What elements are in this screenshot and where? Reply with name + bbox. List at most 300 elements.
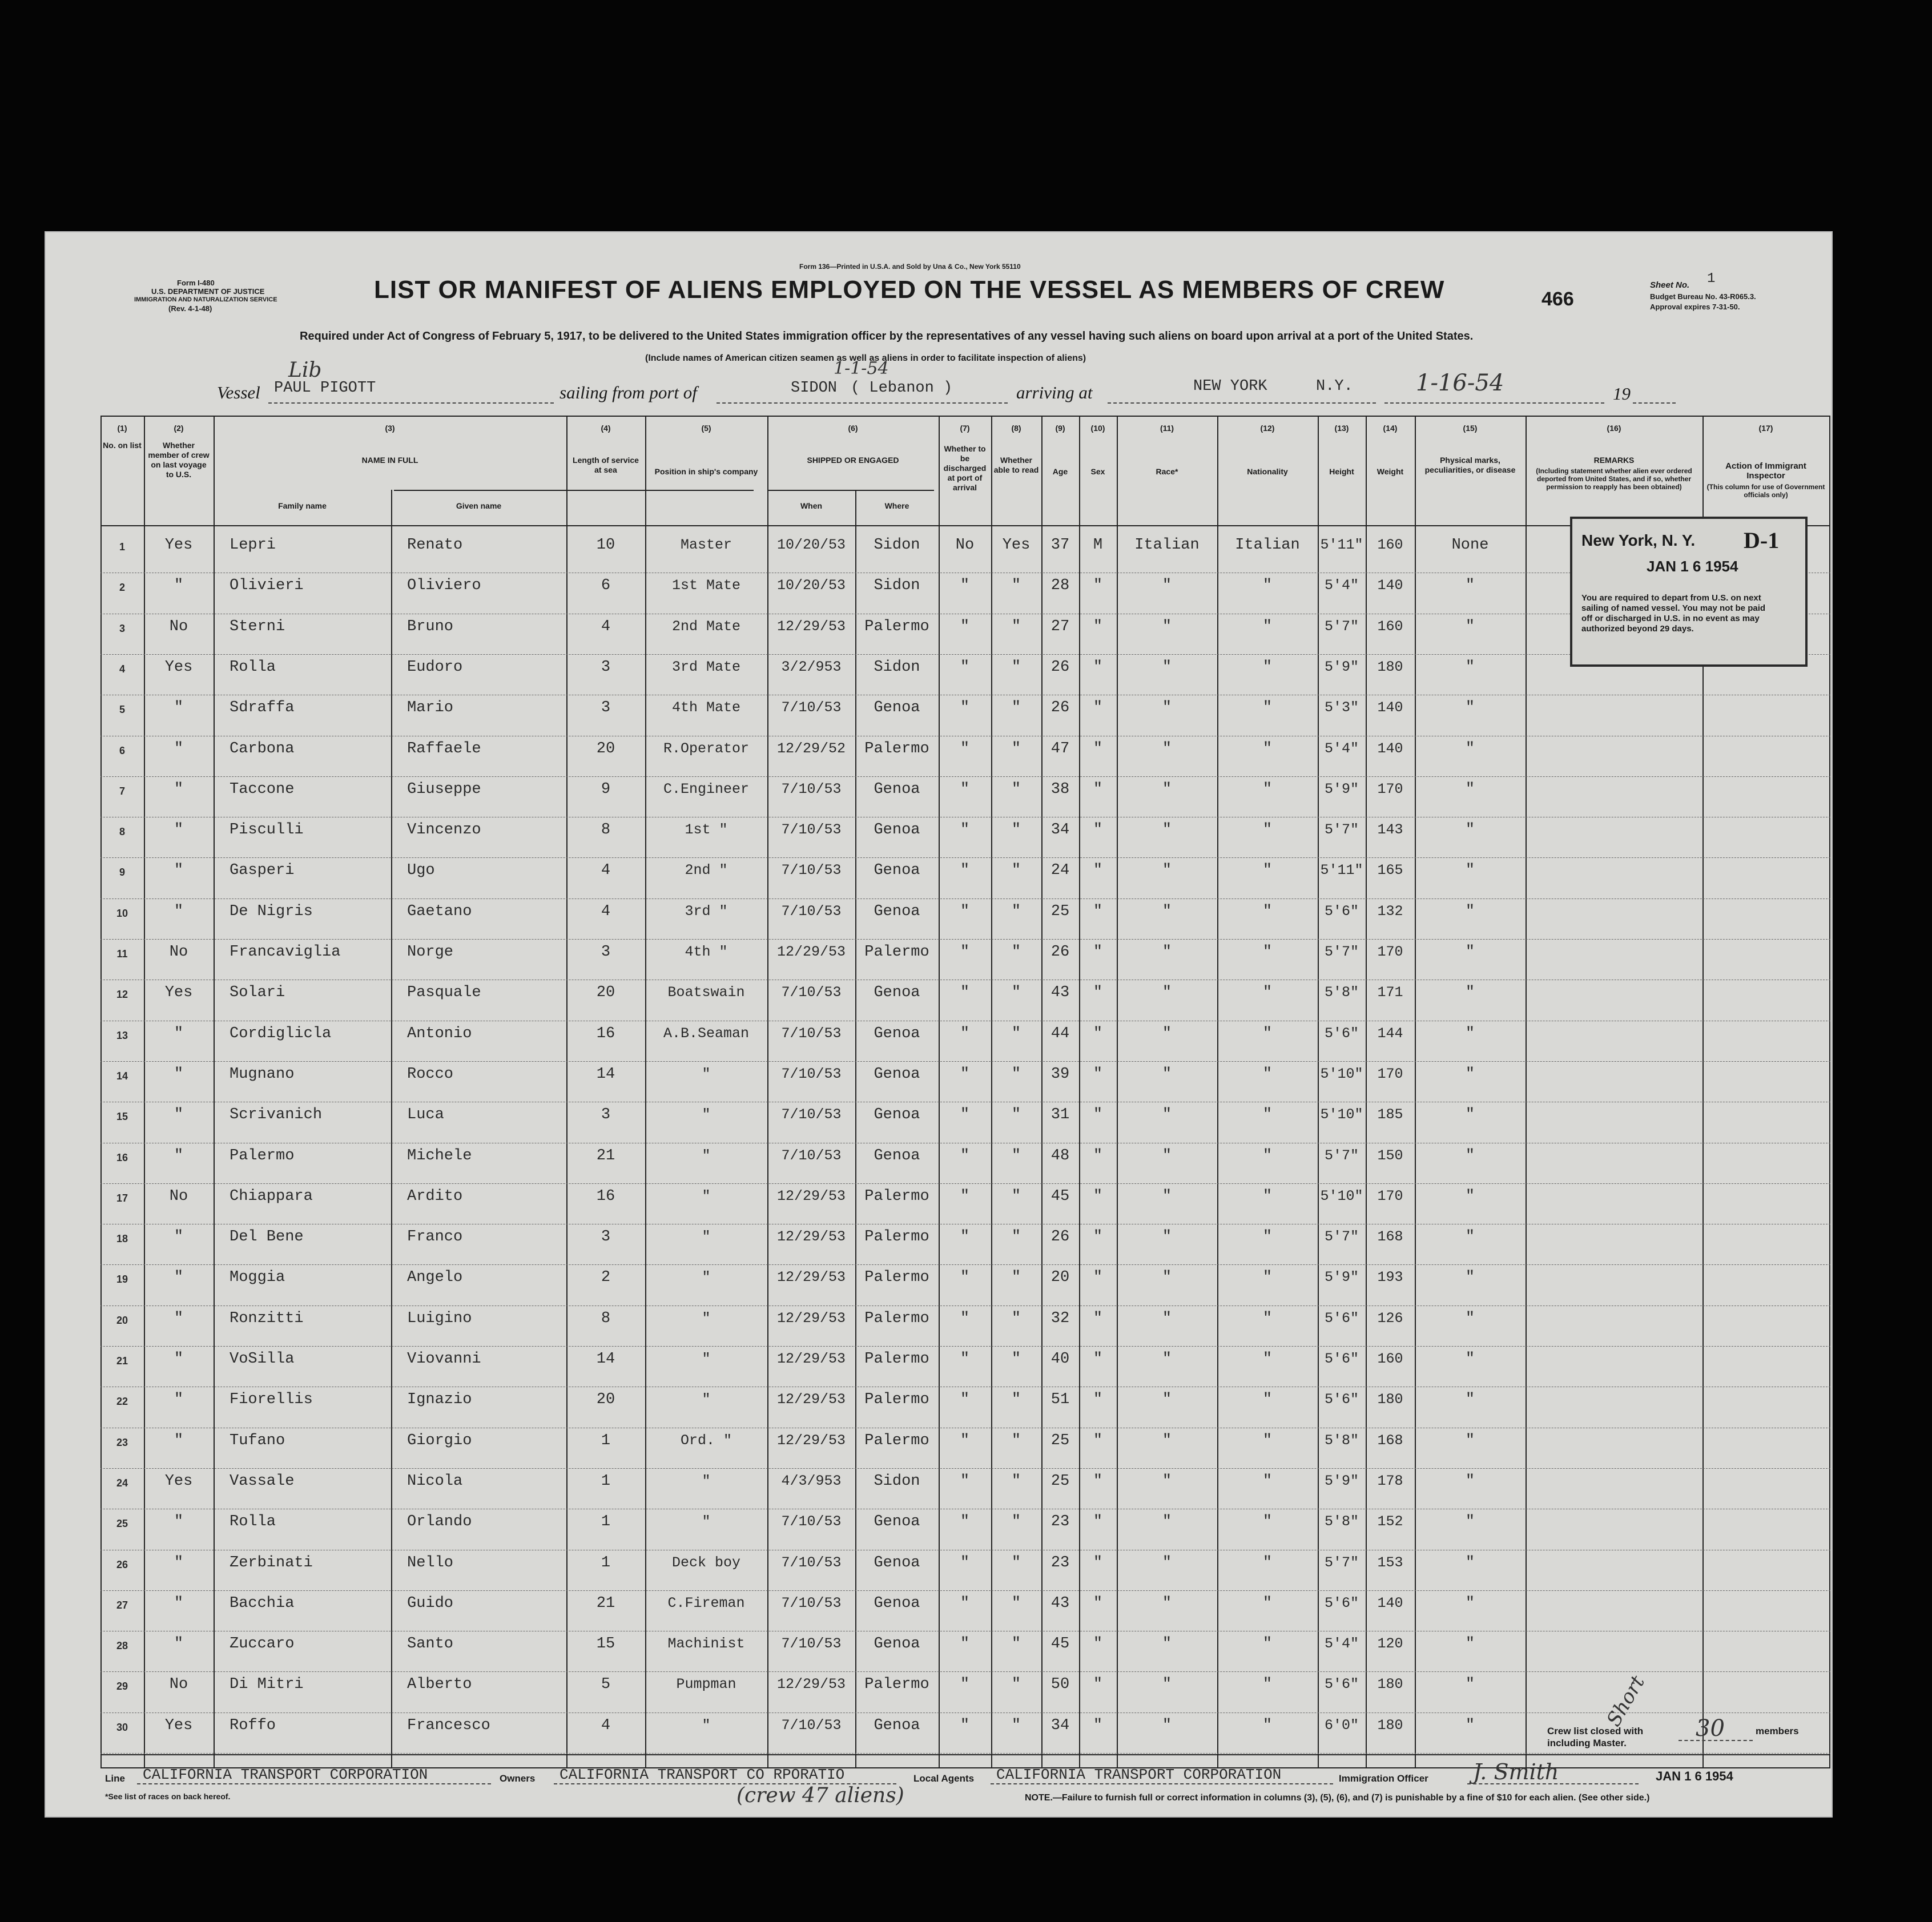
cell-age: 37 — [1050, 537, 1070, 554]
cell-marks: " — [1465, 1554, 1475, 1572]
cell-no: 13 — [116, 1029, 128, 1041]
col-17-title: Action of Immigrant Inspector — [1725, 461, 1806, 481]
cell-weight: 165 — [1377, 862, 1403, 879]
cell-member: " — [174, 1309, 184, 1327]
cell-discharged: " — [960, 577, 970, 595]
cell-race: " — [1162, 1351, 1172, 1368]
cell-nationality: " — [1262, 1351, 1273, 1368]
form-number: Form I-480 — [177, 279, 215, 287]
cell-position: " — [702, 1351, 711, 1367]
cell-height: 5'6" — [1324, 902, 1359, 920]
cell-where: Genoa — [874, 1594, 920, 1612]
cell-race: " — [1162, 1635, 1172, 1653]
cell-when: 3/2/953 — [781, 658, 842, 675]
cell-age: 26 — [1050, 944, 1070, 961]
cell-discharged: " — [960, 1309, 970, 1327]
cell-where: Palermo — [864, 1391, 929, 1409]
cell-service: 20 — [596, 1391, 615, 1409]
cell-race: " — [1162, 821, 1172, 839]
cell-position: Pumpman — [676, 1676, 736, 1693]
footer-hand-note: (crew 47 aliens) — [736, 1784, 904, 1807]
cell-nationality: " — [1262, 1594, 1273, 1612]
cell-member: " — [174, 1025, 184, 1042]
cell-family: Moggia — [230, 1269, 285, 1287]
cell-weight: 120 — [1377, 1635, 1403, 1653]
cell-race: " — [1162, 618, 1172, 635]
port-country: ( Lebanon ) — [851, 380, 953, 397]
cell-height: 5'6" — [1324, 1351, 1359, 1367]
cell-height: 5'6" — [1324, 1391, 1359, 1408]
cell-no: 19 — [116, 1274, 128, 1286]
col-4-number: (4) — [601, 424, 611, 433]
cell-where: Sidon — [874, 537, 920, 554]
cell-discharged: " — [960, 984, 970, 1002]
col-1-title: No. on list — [103, 441, 142, 450]
cell-given: Francesco — [407, 1716, 490, 1734]
cell-where: Genoa — [874, 984, 920, 1002]
cell-given: Orlando — [407, 1513, 472, 1531]
cell-where: Genoa — [874, 862, 920, 880]
cell-height: 5'7" — [1324, 1554, 1359, 1571]
cell-read: " — [1011, 658, 1021, 676]
cell-sex: " — [1093, 1635, 1103, 1653]
cell-where: Genoa — [874, 1025, 920, 1042]
cell-sex: " — [1093, 862, 1103, 880]
cell-given: Michele — [407, 1147, 472, 1165]
cell-read: " — [1011, 1676, 1021, 1694]
cell-where: Palermo — [864, 1676, 929, 1694]
cell-weight: 168 — [1377, 1432, 1403, 1449]
cell-where: Palermo — [864, 1351, 929, 1368]
cell-service: 20 — [596, 984, 615, 1002]
cell-read: " — [1011, 1065, 1021, 1083]
cell-marks: " — [1465, 1676, 1475, 1694]
cell-no: 4 — [119, 663, 125, 675]
cell-no: 20 — [116, 1314, 128, 1326]
cell-family: Ronzitti — [230, 1309, 304, 1327]
cell-read: " — [1011, 780, 1021, 798]
cell-sex: " — [1093, 618, 1103, 635]
cell-marks: " — [1465, 699, 1475, 717]
cell-given: Ignazio — [407, 1391, 472, 1409]
budget-number: Budget Bureau No. 43-R065.3. — [1650, 292, 1756, 301]
cell-height: 5'7" — [1324, 944, 1359, 960]
cell-marks: " — [1465, 902, 1475, 920]
cell-where: Sidon — [874, 1472, 920, 1490]
cell-service: 4 — [601, 1716, 611, 1734]
cell-age: 45 — [1050, 1635, 1070, 1653]
cell-when: 12/29/53 — [776, 1432, 846, 1449]
col-6-where: Where — [884, 501, 909, 510]
cell-member: Yes — [164, 537, 193, 554]
cell-given: Giuseppe — [407, 780, 481, 798]
cell-given: Nicola — [407, 1472, 463, 1490]
cell-age: 48 — [1050, 1147, 1070, 1165]
cell-when: 7/10/53 — [781, 1065, 842, 1082]
col-1-number: (1) — [117, 424, 127, 433]
cell-given: Viovanni — [407, 1351, 481, 1368]
col-17-subtitle: (This column for use of Government officials only) — [1706, 483, 1825, 499]
cell-no: 29 — [116, 1681, 128, 1693]
col-2-title: Whether member of crew on last voyage to U.S. — [148, 441, 210, 479]
cell-no: 27 — [116, 1599, 128, 1611]
col-4-title: Length of service at sea — [573, 456, 639, 474]
cell-when: 7/10/53 — [781, 902, 842, 920]
cell-given: Nello — [407, 1554, 454, 1572]
cell-nationality: " — [1262, 1716, 1273, 1734]
cell-height: 5'4" — [1324, 1635, 1359, 1653]
vessel-hand-note: Lib — [288, 358, 322, 382]
cell-marks: " — [1465, 1309, 1475, 1327]
cell-no: 24 — [116, 1477, 128, 1489]
col-5-number: (5) — [701, 424, 711, 433]
cell-age: 32 — [1050, 1309, 1070, 1327]
cell-position: 2nd " — [685, 862, 728, 879]
cell-service: 3 — [601, 1228, 611, 1246]
cell-marks: " — [1465, 1187, 1475, 1205]
cell-given: Mario — [407, 699, 454, 717]
cell-no: 26 — [116, 1558, 128, 1570]
cell-member: No — [169, 944, 188, 961]
cell-discharged: " — [960, 1716, 970, 1734]
year-label: 19 — [1613, 384, 1631, 404]
cell-service: 9 — [601, 780, 611, 798]
cell-sex: " — [1093, 1472, 1103, 1490]
cell-read: " — [1011, 944, 1021, 961]
cell-age: 20 — [1050, 1269, 1070, 1287]
cell-discharged: " — [960, 1635, 970, 1653]
cell-when: 7/10/53 — [781, 1106, 842, 1123]
cell-marks: " — [1465, 1065, 1475, 1083]
cell-weight: 126 — [1377, 1309, 1403, 1327]
col-6-number: (6) — [848, 424, 858, 433]
col-16-number: (16) — [1607, 424, 1621, 433]
cell-race: " — [1162, 944, 1172, 961]
cell-age: 51 — [1050, 1391, 1070, 1409]
col-9-title: Age — [1052, 467, 1068, 476]
cell-marks: " — [1465, 821, 1475, 839]
cell-weight: 160 — [1377, 1351, 1403, 1367]
cell-marks: " — [1465, 1635, 1475, 1653]
cell-where: Genoa — [874, 1147, 920, 1165]
cell-weight: 170 — [1377, 1065, 1403, 1082]
cell-when: 7/10/53 — [781, 1716, 842, 1734]
cell-sex: " — [1093, 1716, 1103, 1734]
page-number: 466 — [1541, 288, 1574, 310]
cell-marks: " — [1465, 1228, 1475, 1246]
cell-no: 16 — [116, 1151, 128, 1163]
cell-discharged: " — [960, 1432, 970, 1449]
sailing-label: sailing from port of — [560, 382, 697, 402]
cell-age: 26 — [1050, 699, 1070, 717]
cell-read: " — [1011, 577, 1021, 595]
cell-where: Genoa — [874, 780, 920, 798]
cell-nationality: " — [1262, 780, 1273, 798]
cell-read: " — [1011, 1635, 1021, 1653]
col-5-title: Position in ship's company — [654, 467, 758, 476]
cell-given: Vincenzo — [407, 821, 481, 839]
cell-weight: 132 — [1377, 902, 1403, 920]
cell-height: 5'7" — [1324, 821, 1359, 839]
cell-age: 25 — [1050, 1472, 1070, 1490]
cell-where: Palermo — [864, 1309, 929, 1327]
cell-marks: " — [1465, 944, 1475, 961]
cell-position: C.Fireman — [667, 1594, 745, 1611]
cell-marks: " — [1465, 1351, 1475, 1368]
cell-discharged: " — [960, 1676, 970, 1694]
cell-where: Genoa — [874, 1554, 920, 1572]
cell-weight: 160 — [1377, 618, 1403, 635]
cell-no: 11 — [116, 948, 128, 960]
cell-nationality: " — [1262, 1269, 1273, 1287]
cell-member: " — [174, 780, 184, 798]
cell-where: Genoa — [874, 1513, 920, 1531]
cell-race: " — [1162, 740, 1172, 757]
including-master: including Master. — [1547, 1738, 1627, 1748]
cell-family: Francaviglia — [230, 944, 341, 961]
cell-service: 1 — [601, 1472, 611, 1490]
col-9-number: (9) — [1055, 424, 1065, 433]
cell-no: 14 — [116, 1070, 128, 1082]
cell-member: " — [174, 902, 184, 920]
arriving-label: arriving at — [1016, 382, 1093, 402]
cell-height: 5'6" — [1324, 1594, 1359, 1611]
cell-no: 2 — [119, 582, 125, 594]
cell-sex: " — [1093, 1228, 1103, 1246]
officer-label: Immigration Officer — [1339, 1773, 1428, 1784]
cell-height: 5'7" — [1324, 1147, 1359, 1164]
cell-member: " — [174, 1594, 184, 1612]
cell-given: Luca — [407, 1106, 444, 1124]
cell-read: " — [1011, 740, 1021, 757]
races-note: *See list of races on back hereof. — [105, 1792, 231, 1801]
cell-member: Yes — [164, 1472, 193, 1490]
col-15-title: Physical marks, peculiarities, or disease — [1424, 456, 1516, 474]
cell-where: Palermo — [864, 618, 929, 635]
cell-nationality: " — [1262, 862, 1273, 880]
cell-no: 25 — [116, 1518, 128, 1530]
cell-read: " — [1011, 1106, 1021, 1124]
col-2-number: (2) — [174, 424, 184, 433]
cell-age: 39 — [1050, 1065, 1070, 1083]
revision: (Rev. 4-1-48) — [168, 304, 212, 313]
cell-member: No — [169, 1676, 188, 1694]
cell-where: Genoa — [874, 902, 920, 920]
cell-weight: 168 — [1377, 1228, 1403, 1246]
cell-age: 28 — [1050, 577, 1070, 595]
cell-read: " — [1011, 1716, 1021, 1734]
cell-position: " — [702, 1147, 711, 1164]
cell-race: " — [1162, 1676, 1172, 1694]
cell-discharged: " — [960, 1228, 970, 1246]
cell-member: No — [169, 1187, 188, 1205]
cell-service: 15 — [596, 1635, 615, 1653]
cell-position: 3rd Mate — [671, 658, 741, 675]
cell-when: 12/29/53 — [776, 1391, 846, 1408]
cell-height: 5'7" — [1324, 618, 1359, 635]
cell-nationality: " — [1262, 1513, 1273, 1531]
cell-when: 7/10/53 — [781, 1554, 842, 1571]
cell-weight: 160 — [1377, 537, 1403, 553]
cell-marks: " — [1465, 984, 1475, 1002]
cell-family: Chiappara — [230, 1187, 313, 1205]
cell-family: Sterni — [230, 618, 285, 635]
cell-position: " — [702, 1269, 711, 1286]
cell-discharged: " — [960, 658, 970, 676]
cell-where: Sidon — [874, 577, 920, 595]
cell-race: Italian — [1134, 537, 1200, 554]
cell-sex: " — [1093, 1065, 1103, 1083]
cell-race: " — [1162, 1432, 1172, 1449]
cell-age: 43 — [1050, 984, 1070, 1002]
cell-service: 2 — [601, 1269, 611, 1287]
cell-family: Olivieri — [230, 577, 304, 595]
cell-weight: 140 — [1377, 699, 1403, 716]
cell-height: 5'11" — [1320, 537, 1363, 553]
cell-height: 5'4" — [1324, 577, 1359, 594]
approval-expiry: Approval expires 7-31-50. — [1650, 303, 1740, 311]
cell-sex: " — [1093, 1147, 1103, 1165]
cell-service: 8 — [601, 821, 611, 839]
cell-race: " — [1162, 1147, 1172, 1165]
cell-marks: " — [1465, 1513, 1475, 1531]
cell-position: 2nd Mate — [671, 618, 741, 635]
cell-nationality: " — [1262, 740, 1273, 757]
cell-height: 5'9" — [1324, 780, 1359, 797]
cell-family: Del Bene — [230, 1228, 304, 1246]
cell-given: Ardito — [407, 1187, 463, 1205]
printer-line: Form 136—Printed in U.S.A. and Sold by Una & Co., New York 55110 — [799, 263, 1021, 271]
cell-read: " — [1011, 1472, 1021, 1490]
col-15-number: (15) — [1463, 424, 1478, 433]
cell-marks: " — [1465, 1472, 1475, 1490]
cell-when: 10/20/53 — [776, 537, 846, 553]
agents-value: CALIFORNIA TRANSPORT CORPORATION — [996, 1766, 1282, 1783]
col-8-title: Whether able to read — [993, 456, 1039, 474]
cell-where: Palermo — [864, 944, 929, 961]
cell-when: 7/10/53 — [781, 1147, 842, 1164]
cell-position: " — [702, 1513, 711, 1530]
include-note: (Include names of American citizen seamen as well as aliens in order to facilitate inspection of aliens) — [645, 353, 1086, 363]
cell-position: Deck boy — [671, 1554, 741, 1571]
cell-read: " — [1011, 1513, 1021, 1531]
cell-height: 5'7" — [1324, 1228, 1359, 1246]
cell-nationality: " — [1262, 1472, 1273, 1490]
cell-member: " — [174, 862, 184, 880]
cell-race: " — [1162, 1472, 1172, 1490]
cell-family: Zerbinati — [230, 1554, 313, 1572]
cell-member: " — [174, 699, 184, 717]
cell-when: 7/10/53 — [781, 821, 842, 839]
col-3-given: Given name — [456, 501, 502, 510]
cell-nationality: " — [1262, 1065, 1273, 1083]
cell-service: 4 — [601, 902, 611, 920]
cell-family: VoSilla — [230, 1351, 295, 1368]
cell-position: " — [702, 1187, 711, 1204]
cell-weight: 180 — [1377, 658, 1403, 675]
cell-sex: " — [1093, 1554, 1103, 1572]
cell-given: Gaetano — [407, 902, 472, 920]
service: IMMIGRATION AND NATURALIZATION SERVICE — [134, 296, 277, 303]
cell-nationality: " — [1262, 1432, 1273, 1449]
cell-age: 34 — [1050, 1716, 1070, 1734]
cell-member: " — [174, 1513, 184, 1531]
cell-height: 5'6" — [1324, 1676, 1359, 1693]
cell-no: 21 — [116, 1355, 128, 1367]
cell-position: Master — [680, 537, 732, 553]
port-of-departure: SIDON — [791, 380, 838, 397]
cell-family: De Nigris — [230, 902, 313, 920]
cell-marks: " — [1465, 780, 1475, 798]
cell-no: 7 — [119, 785, 125, 797]
cell-marks: " — [1465, 1106, 1475, 1124]
cell-when: 12/29/53 — [776, 1676, 846, 1693]
line-value: CALIFORNIA TRANSPORT CORPORATION — [143, 1766, 428, 1783]
cell-height: 5'8" — [1324, 1513, 1359, 1530]
cell-position: 3rd " — [685, 902, 728, 920]
cell-no: 6 — [119, 744, 125, 756]
cell-age: 38 — [1050, 780, 1070, 798]
cell-family: Solari — [230, 984, 285, 1002]
cell-position: Machinist — [667, 1635, 745, 1653]
cell-weight: 170 — [1377, 780, 1403, 797]
cell-family: Bacchia — [230, 1594, 295, 1612]
cell-no: 8 — [119, 826, 125, 838]
cell-when: 7/10/53 — [781, 984, 842, 1001]
cell-discharged: " — [960, 821, 970, 839]
cell-when: 12/29/53 — [776, 618, 846, 635]
cell-member: " — [174, 577, 184, 595]
cell-read: " — [1011, 618, 1021, 635]
col-6-when: When — [800, 501, 823, 510]
cell-service: 5 — [601, 1676, 611, 1694]
crew-closed-label: Crew list closed with — [1547, 1726, 1644, 1736]
cell-service: 14 — [596, 1351, 615, 1368]
cell-discharged: " — [960, 1269, 970, 1287]
cell-race: " — [1162, 780, 1172, 798]
col-16-title: REMARKS — [1593, 456, 1635, 465]
cell-race: " — [1162, 1391, 1172, 1409]
cell-family: Scrivanich — [230, 1106, 323, 1124]
cell-when: 7/10/53 — [781, 1025, 842, 1042]
cell-read: " — [1011, 1309, 1021, 1327]
cell-when: 7/10/53 — [781, 1635, 842, 1653]
cell-sex: " — [1093, 699, 1103, 717]
cell-age: 45 — [1050, 1187, 1070, 1205]
vessel-label: Vessel — [217, 382, 260, 402]
cell-position: R.Operator — [663, 740, 750, 757]
cell-weight: 140 — [1377, 577, 1403, 594]
cell-service: 21 — [596, 1147, 615, 1165]
cell-height: 5'9" — [1324, 1269, 1359, 1286]
cell-discharged: " — [960, 780, 970, 798]
cell-read: " — [1011, 1391, 1021, 1409]
cell-race: " — [1162, 1716, 1172, 1734]
cell-nationality: " — [1262, 1025, 1273, 1042]
cell-position: " — [702, 1309, 711, 1327]
cell-marks: " — [1465, 1594, 1475, 1612]
cell-sex: " — [1093, 821, 1103, 839]
cell-family: Roffo — [230, 1716, 276, 1734]
cell-service: 3 — [601, 1106, 611, 1124]
cell-sex: " — [1093, 1391, 1103, 1409]
cell-given: Pasquale — [407, 984, 481, 1002]
cell-discharged: " — [960, 1472, 970, 1490]
cell-given: Bruno — [407, 618, 454, 635]
cell-sex: " — [1093, 1432, 1103, 1449]
cell-member: " — [174, 1391, 184, 1409]
cell-family: Vassale — [230, 1472, 295, 1490]
